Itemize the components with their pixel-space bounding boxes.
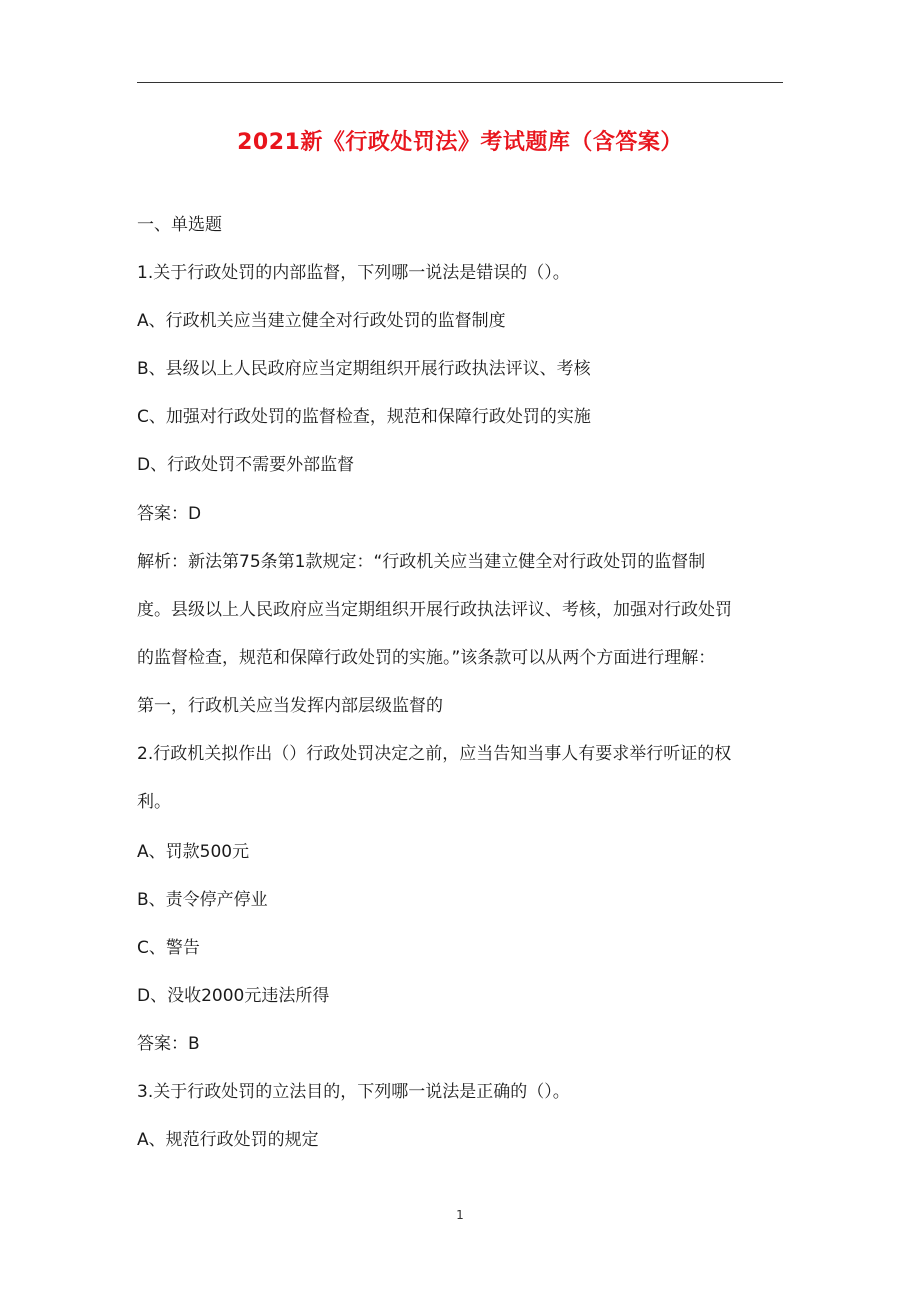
q1-analysis-line: 度。县级以上人民政府应当定期组织开展行政执法评议、考核，加强对行政处罚 — [137, 600, 732, 620]
question-3: 3.关于行政处罚的立法目的，下列哪一说法是正确的（）。 — [137, 1082, 570, 1102]
document-title: 2021新《行政处罚法》考试题库（含答案） — [237, 130, 683, 155]
q1-analysis-line: 的监督检查，规范和保障行政处罚的实施。”该条款可以从两个方面进行理解： — [137, 648, 716, 668]
q3-option-a: A、规范行政处罚的规定 — [137, 1130, 319, 1150]
q2-option-b: B、责令停产停业 — [137, 890, 268, 910]
q2-option-c: C、警告 — [137, 938, 200, 958]
header-rule — [137, 82, 783, 83]
q2-option-a: A、罚款500元 — [137, 842, 250, 862]
q1-option-a: A、行政机关应当建立健全对行政处罚的监督制度 — [137, 311, 506, 331]
question-2-line: 2.行政机关拟作出（）行政处罚决定之前，应当告知当事人有要求举行听证的权 — [137, 744, 732, 764]
q1-analysis-line: 解析：新法第75条第1款规定：“行政机关应当建立健全对行政处罚的监督制 — [137, 552, 706, 572]
q1-option-c: C、加强对行政处罚的监督检查，规范和保障行政处罚的实施 — [137, 407, 591, 427]
question-1: 1.关于行政处罚的内部监督，下列哪一说法是错误的（）。 — [137, 263, 570, 283]
q2-option-d: D、没收2000元违法所得 — [137, 986, 330, 1006]
section-heading: 一、单选题 — [137, 215, 222, 235]
q2-answer: 答案：B — [137, 1034, 200, 1054]
question-2-line: 利。 — [137, 792, 171, 812]
q1-analysis-line: 第一，行政机关应当发挥内部层级监督的 — [137, 696, 443, 716]
q1-option-b: B、县级以上人民政府应当定期组织开展行政执法评议、考核 — [137, 359, 591, 379]
q1-option-d: D、行政处罚不需要外部监督 — [137, 455, 355, 475]
page-number: 1 — [456, 1208, 464, 1222]
q1-answer: 答案：D — [137, 504, 202, 524]
